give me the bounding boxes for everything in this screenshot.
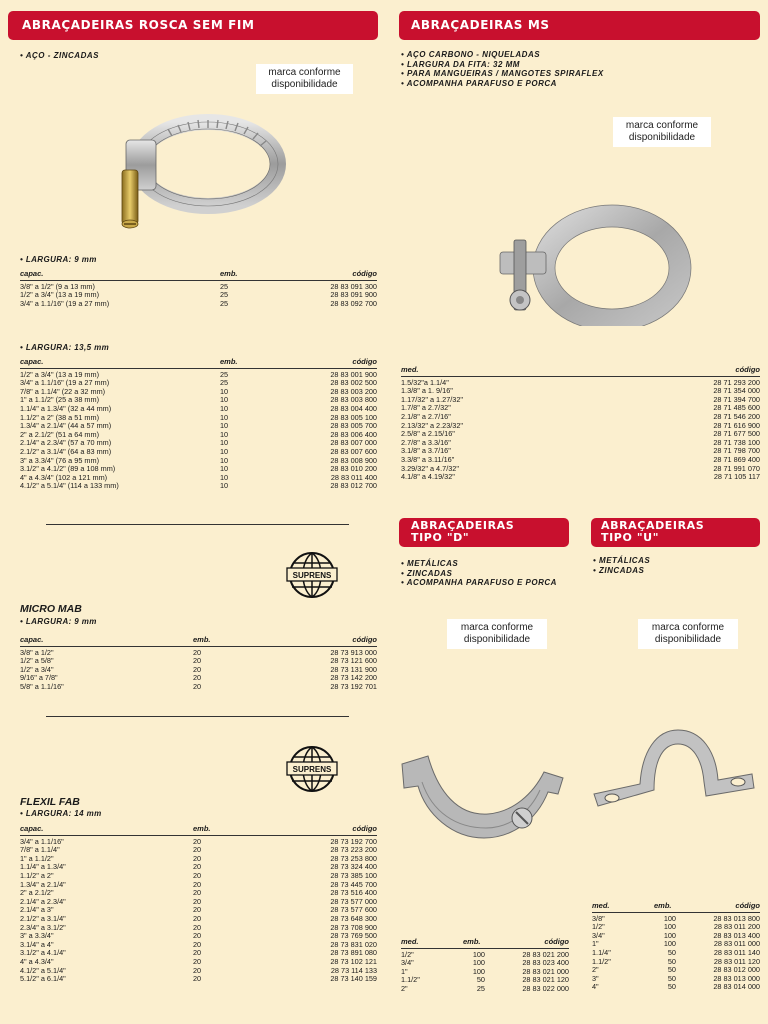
ms-features: [401, 50, 604, 88]
cell-codigo: 28 83 011 400: [330, 472, 377, 482]
header-tipo-d-line2: TIPO "D": [411, 531, 470, 544]
col-codigo: código: [352, 635, 377, 644]
cell-codigo: 28 83 012 700: [330, 481, 377, 491]
marca-line2: disponibilidade: [463, 634, 531, 645]
col-codigo: código: [735, 365, 760, 374]
marca-line1: marca conforme: [651, 622, 725, 633]
table-tipo-u: [592, 902, 760, 992]
cell-codigo: 28 83 002 500: [330, 378, 377, 388]
cell-codigo: 28 83 011 200: [713, 922, 760, 932]
cell-emb: 20: [193, 673, 202, 683]
cell-codigo: 28 83 003 800: [330, 395, 377, 405]
cell-size: 7/8" a 1.1/4": [20, 845, 60, 855]
cell-size: 3.3/8" a 3.11/16": [401, 454, 455, 464]
cell-size: 1.1/2" a 2": [20, 870, 54, 880]
tipo-d-features: [401, 559, 557, 588]
cell-emb: 50: [667, 982, 676, 992]
rosca-features: [20, 51, 99, 61]
header-tipo-u: [591, 518, 760, 547]
col-codigo: código: [352, 824, 377, 833]
cell-size: 2.1/2" a 3.1/4": [20, 913, 66, 923]
cell-size: 2.3/4" a 3.1/2": [20, 922, 66, 932]
divider: [46, 524, 349, 525]
header-tipo-d-line1: ABRAÇADEIRAS: [411, 519, 515, 532]
cell-size: 1/2": [401, 949, 414, 959]
cell-size: 3.1/2" a 4.1/4": [20, 948, 66, 958]
cell-codigo: 28 73 577 000: [330, 896, 377, 906]
col-codigo: código: [352, 269, 377, 278]
cell-emb: 50: [667, 965, 676, 975]
table-ms: [401, 366, 760, 482]
cell-codigo: 28 71 105 117: [713, 472, 760, 482]
table-row: [20, 482, 377, 491]
cell-emb: 20: [193, 870, 202, 880]
cell-size: 1.1/2": [592, 956, 611, 966]
marca-line2: disponibilidade: [271, 79, 338, 90]
tipo-u-clamp-image: [590, 722, 760, 822]
cell-emb: 100: [663, 930, 676, 940]
flexil-largura: • LARGURA: 14 mm: [20, 809, 102, 818]
col-codigo: código: [735, 901, 760, 910]
tipo-d-feature: • ZINCADAS: [401, 569, 557, 579]
table-rosca-9mm: [20, 270, 377, 308]
cell-codigo: 28 71 293 200: [713, 377, 760, 387]
cell-codigo: 28 73 648 300: [330, 913, 377, 923]
cell-codigo: 28 73 121 600: [330, 656, 377, 666]
cell-size: 1/2" a 3/4" (13 a 19 mm): [20, 290, 99, 300]
cell-size: 7/8" a 1.1/4" (22 a 32 mm): [20, 386, 106, 396]
cell-size: 1.3/4" a 2.1/4" (44 a 57 mm): [20, 421, 112, 431]
cell-size: 1": [401, 966, 408, 976]
cell-size: 5/8" a 1.1/16": [20, 681, 64, 691]
cell-codigo: 28 73 831 020: [330, 939, 377, 949]
col-med: med.: [592, 901, 610, 910]
cell-size: 1.3/4" a 2.1/4": [20, 879, 66, 889]
suprens-logo: [286, 745, 338, 793]
largura-135-note: • LARGURA: 13,5 mm: [20, 343, 109, 352]
cell-size: 3/4": [401, 958, 414, 968]
cell-size: 3": [592, 973, 599, 983]
cell-size: 2.1/8" a 2.7/16": [401, 411, 451, 421]
table-tipo-d: [401, 938, 569, 994]
cell-codigo: 28 83 011 140: [713, 947, 760, 957]
cell-emb: 20: [193, 879, 202, 889]
cell-emb: 20: [193, 647, 202, 657]
table-row: [401, 447, 760, 456]
cell-size: 1.1/4" a 1.3/4" (32 a 44 mm): [20, 403, 112, 413]
cell-emb: 100: [663, 922, 676, 932]
cell-codigo: 28 73 516 400: [330, 888, 377, 898]
cell-emb: 25: [220, 369, 229, 379]
header-ms-text: ABRAÇADEIRAS MS: [411, 18, 550, 32]
table-header: [20, 636, 377, 647]
table-row: [401, 439, 760, 448]
cell-emb: 10: [220, 455, 229, 465]
cell-emb: 20: [193, 948, 202, 958]
tipo-u-feature: • METÁLICAS: [593, 556, 650, 566]
cell-emb: 20: [193, 681, 202, 691]
table-header: [20, 358, 377, 369]
header-rosca-text: ABRAÇADEIRAS ROSCA SEM FIM: [22, 18, 255, 32]
flexil-fab-title: FLEXIL FAB: [20, 796, 80, 808]
cell-codigo: 28 83 021 200: [522, 949, 569, 959]
tipo-d-clamp-image: [398, 742, 568, 852]
cell-size: 3/4" a 1.1/16": [20, 836, 64, 846]
cell-emb: 100: [472, 949, 485, 959]
table-micro-mab: [20, 636, 377, 692]
table-rosca-135mm: [20, 358, 377, 491]
table-header: [20, 825, 377, 836]
col-emb: emb.: [193, 824, 211, 833]
table-row: [20, 683, 377, 692]
table-row: [20, 975, 377, 984]
cell-codigo: 28 73 131 900: [330, 664, 377, 674]
cell-emb: 10: [220, 403, 229, 413]
cell-size: 3/8": [592, 913, 605, 923]
table-flexil-fab: [20, 825, 377, 984]
cell-codigo: 28 83 091 900: [330, 290, 377, 300]
header-tipo-u-line1: ABRAÇADEIRAS: [601, 519, 705, 532]
table-row: [401, 379, 760, 388]
cell-emb: 20: [193, 853, 202, 863]
marca-note-tipo-u: [638, 619, 738, 649]
cell-size: 1/2" a 3/4" (13 a 19 mm): [20, 369, 99, 379]
table-row: [20, 300, 377, 309]
cell-codigo: 28 71 738 100: [713, 437, 760, 447]
ms-feature: • ACOMPANHA PARAFUSO E PORCA: [401, 79, 604, 89]
cell-emb: 20: [193, 836, 202, 846]
cell-size: 1.1/2" a 2" (38 a 51 mm): [20, 412, 99, 422]
rosca-feature: • AÇO - ZINCADAS: [20, 51, 99, 61]
cell-size: 1/2": [592, 922, 605, 932]
cell-codigo: 28 73 102 121: [330, 956, 377, 966]
cell-size: 1.1/4" a 1.3/4": [20, 862, 66, 872]
table-header: [401, 366, 760, 377]
cell-codigo: 28 73 140 159: [330, 974, 377, 984]
col-codigo: código: [352, 357, 377, 366]
ms-feature: • AÇO CARBONO - NIQUELADAS: [401, 50, 604, 60]
table-row: [401, 985, 569, 994]
cell-codigo: 28 83 007 000: [330, 438, 377, 448]
header-tipo-u-line2: TIPO "U": [601, 531, 660, 544]
cell-size: 3/8" a 1/2": [20, 647, 54, 657]
cell-size: 3" a 3.3/4" (76 a 95 mm): [20, 455, 99, 465]
suprens-logo-text: SUPRENS: [292, 571, 332, 580]
largura-9-note: • LARGURA: 9 mm: [20, 255, 97, 264]
micro-mab-title: MICRO MAB: [20, 603, 82, 615]
cell-size: 3/4": [592, 930, 605, 940]
cell-size: 2.1/4" a 3": [20, 905, 54, 915]
col-emb: emb.: [220, 269, 238, 278]
tipo-u-feature: • ZINCADAS: [593, 566, 650, 576]
cell-codigo: 28 73 192 701: [330, 681, 377, 691]
cell-codigo: 28 73 913 000: [330, 647, 377, 657]
cell-size: 3/4" a 1.1/16" (19 a 27 mm): [20, 378, 110, 388]
cell-size: 3.29/32" a 4.7/32": [401, 463, 459, 473]
cell-emb: 10: [220, 429, 229, 439]
cell-emb: 100: [663, 913, 676, 923]
cell-codigo: 28 83 022 000: [522, 983, 569, 993]
ms-feature: • PARA MANGUEIRAS / MANGOTES SPIRAFLEX: [401, 69, 604, 79]
cell-codigo: 28 73 708 900: [330, 922, 377, 932]
marca-note-ms: [613, 117, 711, 147]
cell-codigo: 28 71 616 900: [713, 420, 760, 430]
col-med: med.: [401, 365, 419, 374]
cell-codigo: 28 83 011 120: [713, 956, 760, 966]
cell-emb: 50: [667, 956, 676, 966]
divider: [46, 716, 349, 717]
cell-size: 3.1/8" a 3.7/16": [401, 446, 451, 456]
worm-gear-clamp-image: [108, 108, 288, 248]
cell-size: 1.17/32" a 1.27/32": [401, 394, 463, 404]
cell-codigo: 28 83 005 100: [330, 412, 377, 422]
cell-emb: 20: [193, 965, 202, 975]
cell-size: 1.7/8" a 2.7/32": [401, 403, 451, 413]
cell-codigo: 28 73 577 600: [330, 905, 377, 915]
cell-size: 3.1/4" a 4": [20, 939, 54, 949]
cell-codigo: 28 73 324 400: [330, 862, 377, 872]
cell-emb: 25: [220, 290, 229, 300]
cell-codigo: 28 83 010 200: [330, 464, 377, 474]
cell-size: 2.13/32" a 2.23/32": [401, 420, 463, 430]
col-med: med.: [401, 937, 419, 946]
cell-emb: 10: [220, 438, 229, 448]
col-capac: capac.: [20, 269, 44, 278]
cell-codigo: 28 71 991 070: [713, 463, 760, 473]
cell-size: 4" a 4.3/4" (102 a 121 mm): [20, 472, 108, 482]
cell-codigo: 28 73 253 800: [330, 853, 377, 863]
cell-emb: 20: [193, 845, 202, 855]
cell-codigo: 28 73 769 500: [330, 931, 377, 941]
cell-emb: 20: [193, 974, 202, 984]
cell-codigo: 28 71 677 500: [713, 429, 760, 439]
cell-size: 4" a 4.3/4": [20, 956, 54, 966]
cell-codigo: 28 83 091 300: [330, 281, 377, 291]
cell-emb: 25: [220, 298, 229, 308]
cell-codigo: 28 83 021 120: [522, 975, 569, 985]
cell-codigo: 28 83 013 000: [713, 973, 760, 983]
cell-emb: 20: [193, 656, 202, 666]
cell-size: 2.1/4" a 2.3/4": [20, 896, 66, 906]
col-capac: capac.: [20, 635, 44, 644]
cell-codigo: 28 83 021 000: [522, 966, 569, 976]
cell-codigo: 28 83 008 900: [330, 455, 377, 465]
micro-mab-largura: • LARGURA: 9 mm: [20, 617, 97, 626]
cell-emb: 20: [193, 888, 202, 898]
marca-line2: disponibilidade: [628, 132, 696, 143]
cell-emb: 20: [193, 896, 202, 906]
cell-size: 1.1/4": [592, 947, 611, 957]
cell-emb: 10: [220, 446, 229, 456]
marca-note-rosca: [256, 64, 353, 94]
cell-size: 3" a 3.3/4": [20, 931, 54, 941]
cell-codigo: 28 83 013 800: [713, 913, 760, 923]
cell-emb: 10: [220, 481, 229, 491]
ms-feature: • LARGURA DA FITA: 32 MM: [401, 60, 604, 70]
tipo-d-feature: • METÁLICAS: [401, 559, 557, 569]
cell-size: 9/16" a 7/8": [20, 673, 58, 683]
cell-emb: 20: [193, 905, 202, 915]
cell-codigo: 28 83 004 400: [330, 403, 377, 413]
table-row: [401, 396, 760, 405]
cell-codigo: 28 71 354 000: [713, 386, 760, 396]
cell-size: 3/4" a 1.1/16" (19 a 27 mm): [20, 298, 110, 308]
cell-emb: 10: [220, 464, 229, 474]
cell-codigo: 28 73 445 700: [330, 879, 377, 889]
cell-codigo: 28 73 114 133: [330, 965, 377, 975]
cell-codigo: 28 73 223 200: [330, 845, 377, 855]
col-codigo: código: [544, 937, 569, 946]
cell-emb: 10: [220, 421, 229, 431]
cell-emb: 20: [193, 862, 202, 872]
suprens-logo: [286, 551, 338, 599]
table-row: [592, 983, 760, 992]
table-header: [401, 938, 569, 949]
cell-codigo: 28 71 798 700: [713, 446, 760, 456]
col-capac: capac.: [20, 824, 44, 833]
cell-emb: 50: [667, 947, 676, 957]
cell-size: 2" a 2.1/2": [20, 888, 54, 898]
cell-emb: 10: [220, 472, 229, 482]
cell-codigo: 28 73 891 080: [330, 948, 377, 958]
cell-size: 1/2" a 5/8": [20, 656, 54, 666]
cell-size: 1.5/32"a 1.1/4": [401, 377, 449, 387]
col-capac: capac.: [20, 357, 44, 366]
cell-emb: 10: [220, 412, 229, 422]
cell-size: 4.1/2" a 5.1/4" (114 a 133 mm): [20, 481, 119, 491]
cell-size: 1.1/2": [401, 975, 420, 985]
cell-emb: 100: [663, 939, 676, 949]
cell-size: 2.1/4" a 2.3/4" (57 a 70 mm): [20, 438, 112, 448]
cell-codigo: 28 83 014 000: [713, 982, 760, 992]
cell-emb: 100: [472, 958, 485, 968]
cell-emb: 25: [220, 378, 229, 388]
ms-clamp-image: [492, 196, 692, 326]
cell-codigo: 28 83 006 400: [330, 429, 377, 439]
cell-codigo: 28 83 003 200: [330, 386, 377, 396]
cell-codigo: 28 83 005 700: [330, 421, 377, 431]
cell-emb: 50: [667, 973, 676, 983]
cell-emb: 10: [220, 386, 229, 396]
cell-emb: 25: [220, 281, 229, 291]
cell-size: 1.3/8" a 1. 9/16": [401, 386, 453, 396]
table-row: [401, 404, 760, 413]
cell-codigo: 28 71 869 400: [713, 454, 760, 464]
cell-size: 1" a 1.1/2": [20, 853, 54, 863]
tipo-d-feature: • ACOMPANHA PARAFUSO E PORCA: [401, 578, 557, 588]
header-ms: [399, 11, 760, 40]
cell-codigo: 28 83 007 600: [330, 446, 377, 456]
cell-size: 5.1/2" a 6.1/4": [20, 974, 66, 984]
header-tipo-d: [399, 518, 569, 547]
col-emb: emb.: [654, 901, 672, 910]
cell-size: 1": [592, 939, 599, 949]
table-header: [20, 270, 377, 281]
cell-codigo: 28 83 013 400: [713, 930, 760, 940]
marca-line1: marca conforme: [625, 120, 699, 131]
cell-codigo: 28 83 011 000: [713, 939, 760, 949]
col-emb: emb.: [220, 357, 238, 366]
cell-size: 2.7/8" a 3.3/16": [401, 437, 451, 447]
tipo-u-features: [593, 556, 650, 575]
col-emb: emb.: [193, 635, 211, 644]
table-header: [592, 902, 760, 913]
cell-codigo: 28 71 546 200: [713, 411, 760, 421]
cell-emb: 20: [193, 913, 202, 923]
cell-size: 2.1/2" a 3.1/4" (64 a 83 mm): [20, 446, 112, 456]
cell-codigo: 28 73 192 700: [330, 836, 377, 846]
cell-emb: 20: [193, 931, 202, 941]
marca-line1: marca conforme: [460, 622, 534, 633]
cell-codigo: 28 71 394 700: [713, 394, 760, 404]
cell-emb: 20: [193, 922, 202, 932]
cell-codigo: 28 83 012 000: [713, 965, 760, 975]
cell-emb: 25: [476, 983, 485, 993]
cell-size: 3.1/2" a 4.1/2" (89 a 108 mm): [20, 464, 116, 474]
cell-size: 2.5/8" a 2.15/16": [401, 429, 455, 439]
cell-size: 4": [592, 982, 599, 992]
suprens-logo-text: SUPRENS: [292, 765, 332, 774]
cell-emb: 20: [193, 664, 202, 674]
cell-size: 2": [592, 965, 599, 975]
cell-codigo: 28 83 092 700: [330, 298, 377, 308]
cell-codigo: 28 71 485 600: [713, 403, 760, 413]
marca-line1: marca conforme: [268, 67, 341, 78]
cell-emb: 50: [476, 975, 485, 985]
cell-emb: 10: [220, 395, 229, 405]
cell-size: 1/2" a 3/4": [20, 664, 54, 674]
cell-emb: 100: [472, 966, 485, 976]
cell-size: 4.1/2" a 5.1/4": [20, 965, 66, 975]
cell-codigo: 28 73 142 200: [330, 673, 377, 683]
cell-size: 4.1/8" a 4.19/32": [401, 472, 455, 482]
cell-size: 1" a 1.1/2" (25 a 38 mm): [20, 395, 99, 405]
cell-size: 3/8" a 1/2" (9 a 13 mm): [20, 281, 95, 291]
cell-size: 2": [401, 983, 408, 993]
table-row: [401, 430, 760, 439]
header-rosca-sem-fim: [8, 11, 378, 40]
marca-note-tipo-d: [447, 619, 547, 649]
cell-codigo: 28 83 001 900: [330, 369, 377, 379]
cell-codigo: 28 73 385 100: [330, 870, 377, 880]
cell-emb: 20: [193, 956, 202, 966]
marca-line2: disponibilidade: [654, 634, 722, 645]
col-emb: emb.: [463, 937, 481, 946]
cell-codigo: 28 83 023 400: [522, 958, 569, 968]
cell-emb: 20: [193, 939, 202, 949]
cell-size: 2" a 2.1/2" (51 a 64 mm): [20, 429, 99, 439]
table-row: [401, 473, 760, 482]
